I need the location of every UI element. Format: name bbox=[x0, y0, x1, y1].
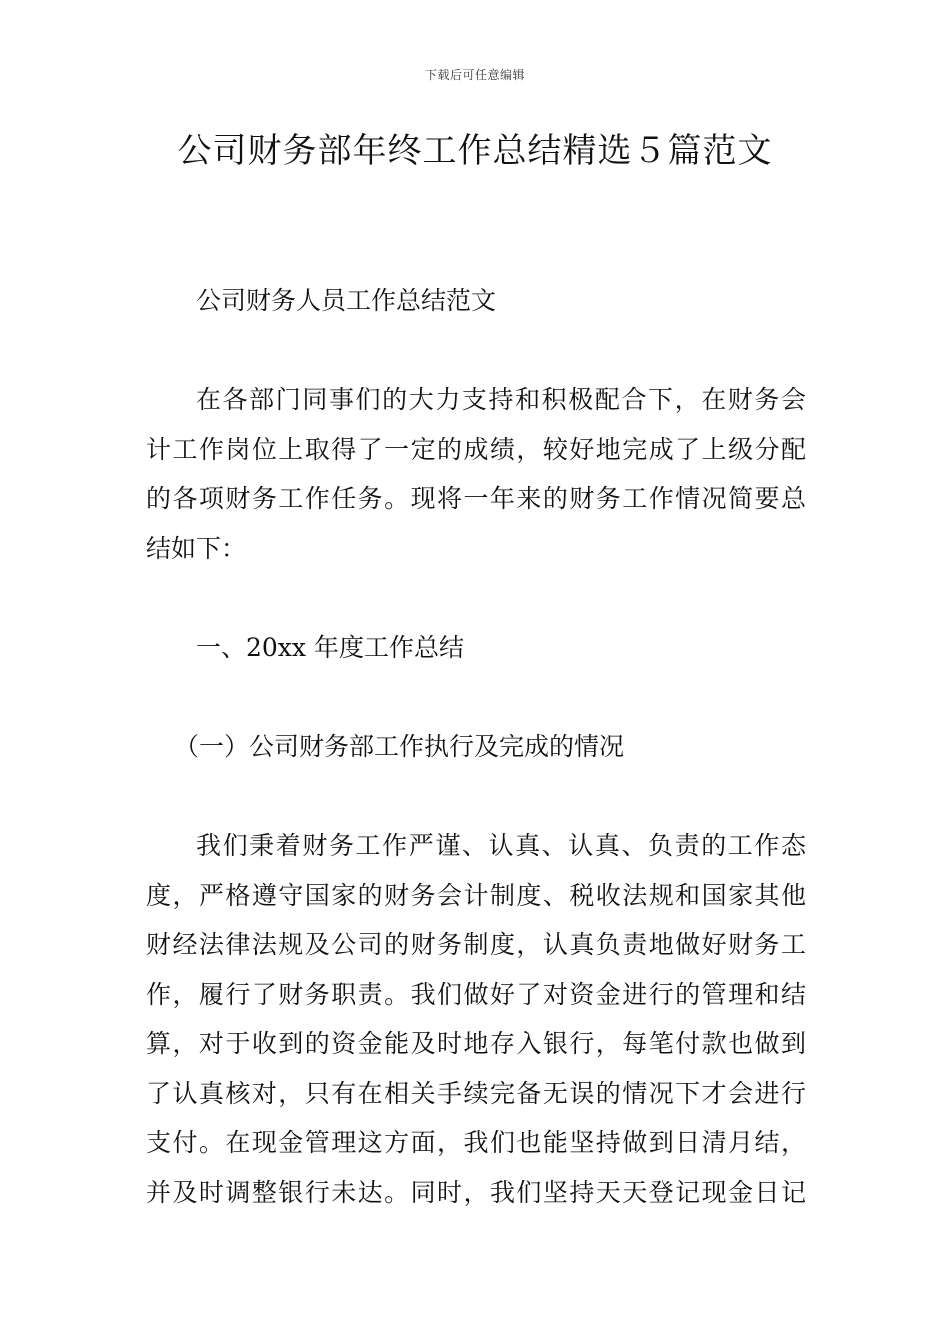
heading-1-1: （一）公司财务部工作执行及完成的情况 bbox=[174, 732, 625, 761]
body-line: 并及时调整银行未达。同时，我们坚持天天登记现金日记 bbox=[146, 1177, 806, 1207]
body-line: 财经法律法规及公司的财务制度，认真负责地做好财务工 bbox=[146, 930, 806, 959]
heading-1-block bbox=[146, 623, 806, 673]
body-paragraph bbox=[146, 821, 806, 1217]
intro-line: 在各部门同事们的大力支持和积极配合下，在财务会 bbox=[196, 385, 806, 414]
intro-line: 结如下： bbox=[146, 533, 247, 563]
header-note: 下载后可任意编辑 bbox=[424, 68, 525, 82]
body-line: 算，对于收到的资金能及时地存入银行，每笔付款也做到 bbox=[146, 1029, 806, 1058]
body-line: 了认真核对，只有在相关手续完备无误的情况下才会进行 bbox=[146, 1078, 806, 1108]
intro-paragraph bbox=[146, 375, 806, 573]
body-line: 度，严格遵守国家的财务会计制度、税收法规和国家其他 bbox=[146, 880, 806, 910]
body-line: 我们秉着财务工作严谨、认真、认真、负责的工作态 bbox=[196, 831, 806, 860]
section-title: 公司财务人员工作总结范文 bbox=[196, 286, 497, 315]
heading-1-1-block bbox=[146, 722, 806, 772]
intro-line: 的各项财务工作任务。现将一年来的财务工作情况简要总 bbox=[146, 484, 806, 513]
body-line: 支付。在现金管理这方面，我们也能坚持做到日清月结， bbox=[146, 1128, 806, 1157]
section-title-block bbox=[146, 276, 806, 326]
heading-1: 一、20xx 年度工作总结 bbox=[196, 633, 464, 662]
intro-line: 计工作岗位上取得了一定的成绩，较好地完成了上级分配 bbox=[146, 434, 806, 464]
document-title: 公司财务部年终工作总结精选５篇范文 bbox=[177, 131, 773, 171]
body-line: 作，履行了财务职责。我们做好了对资金进行的管理和结 bbox=[146, 979, 806, 1009]
